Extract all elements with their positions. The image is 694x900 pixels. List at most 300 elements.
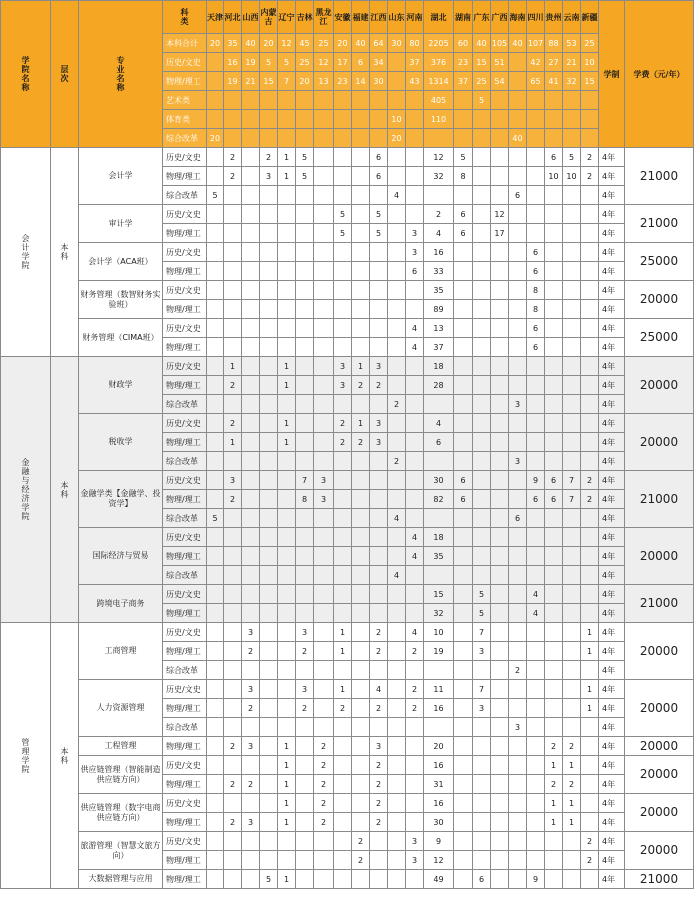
- summary-cell: [207, 53, 224, 72]
- quota-cell: [207, 737, 224, 756]
- summary-cell: [207, 110, 224, 129]
- quota-cell: [260, 794, 278, 813]
- quota-cell: [581, 718, 599, 737]
- quota-cell: [224, 528, 242, 547]
- quota-cell: 3: [242, 813, 260, 832]
- quota-cell: [473, 509, 491, 528]
- quota-cell: [207, 851, 224, 870]
- quota-cell: 8: [527, 300, 545, 319]
- quota-cell: [352, 338, 370, 357]
- quota-cell: [296, 300, 314, 319]
- quota-cell: 2: [224, 775, 242, 794]
- quota-cell: [224, 718, 242, 737]
- subject-type: 物理/理工: [163, 300, 207, 319]
- quota-cell: 6: [527, 243, 545, 262]
- quota-cell: [296, 756, 314, 775]
- quota-cell: [370, 471, 388, 490]
- quota-cell: 6: [370, 167, 388, 186]
- quota-cell: [473, 224, 491, 243]
- quota-cell: [545, 243, 563, 262]
- quota-cell: [278, 547, 296, 566]
- quota-cell: [527, 851, 545, 870]
- quota-cell: 2: [314, 794, 334, 813]
- quota-cell: 2: [352, 851, 370, 870]
- quota-cell: [454, 319, 473, 338]
- quota-cell: [563, 433, 581, 452]
- fee-cell: 20000: [625, 281, 694, 319]
- quota-cell: [388, 547, 406, 566]
- quota-cell: [334, 528, 352, 547]
- quota-cell: [509, 642, 527, 661]
- quota-cell: [473, 414, 491, 433]
- quota-cell: 3: [473, 699, 491, 718]
- province-header: 贵州: [545, 1, 563, 34]
- quota-cell: [334, 566, 352, 585]
- subject-type: 物理/理工: [163, 604, 207, 623]
- summary-cell: [454, 129, 473, 148]
- quota-cell: 10: [563, 167, 581, 186]
- quota-cell: 3: [509, 395, 527, 414]
- quota-cell: 4: [388, 566, 406, 585]
- table-row: [1, 680, 694, 699]
- quota-cell: [314, 338, 334, 357]
- quota-cell: [207, 661, 224, 680]
- quota-cell: [224, 300, 242, 319]
- province-header: 内蒙古: [260, 1, 278, 34]
- quota-cell: [581, 338, 599, 357]
- quota-cell: [388, 471, 406, 490]
- quota-cell: [424, 718, 454, 737]
- quota-cell: 33: [424, 262, 454, 281]
- quota-cell: [334, 509, 352, 528]
- quota-cell: [352, 243, 370, 262]
- quota-cell: 16: [424, 699, 454, 718]
- subject-header: 科类: [163, 1, 207, 34]
- quota-cell: [509, 585, 527, 604]
- fee-cell: 20000: [625, 623, 694, 680]
- quota-cell: [296, 585, 314, 604]
- quota-cell: 2: [296, 699, 314, 718]
- quota-cell: 3: [406, 851, 424, 870]
- summary-cell: [296, 110, 314, 129]
- quota-cell: 2: [370, 642, 388, 661]
- quota-cell: [454, 243, 473, 262]
- quota-cell: [545, 300, 563, 319]
- quota-cell: [224, 566, 242, 585]
- major-name: 大数据管理与应用: [79, 870, 163, 889]
- quota-cell: [581, 813, 599, 832]
- quota-cell: 1: [278, 813, 296, 832]
- quota-cell: 10: [545, 167, 563, 186]
- quota-cell: [314, 870, 334, 889]
- quota-cell: [278, 604, 296, 623]
- summary-cell: [473, 110, 491, 129]
- subject-type: 历史/文史: [163, 243, 207, 262]
- summary-cell: 107: [527, 34, 545, 53]
- quota-cell: [260, 718, 278, 737]
- summary-cell: [563, 110, 581, 129]
- summary-cell: [509, 53, 527, 72]
- summary-cell: [491, 91, 509, 110]
- quota-cell: [491, 623, 509, 642]
- quota-cell: [581, 756, 599, 775]
- summary-cell: [527, 110, 545, 129]
- quota-cell: 2: [370, 775, 388, 794]
- summary-cell: [509, 91, 527, 110]
- quota-cell: [260, 224, 278, 243]
- quota-cell: [260, 661, 278, 680]
- province-header: 江西: [370, 1, 388, 34]
- quota-cell: 4: [527, 604, 545, 623]
- quota-cell: 6: [454, 471, 473, 490]
- summary-cell: 25: [581, 34, 599, 53]
- summary-cell: 105: [491, 34, 509, 53]
- quota-cell: [388, 376, 406, 395]
- duration-cell: 4年: [599, 585, 625, 604]
- quota-cell: 2: [581, 490, 599, 509]
- subject-type: 历史/文史: [163, 528, 207, 547]
- quota-cell: 7: [296, 471, 314, 490]
- quota-cell: [545, 566, 563, 585]
- quota-cell: [224, 224, 242, 243]
- summary-cell: [473, 129, 491, 148]
- quota-cell: 6: [406, 262, 424, 281]
- quota-cell: [424, 186, 454, 205]
- quota-cell: [352, 300, 370, 319]
- quota-cell: 3: [314, 490, 334, 509]
- quota-cell: [352, 167, 370, 186]
- quota-cell: [314, 300, 334, 319]
- quota-cell: [207, 167, 224, 186]
- quota-cell: 2: [296, 642, 314, 661]
- summary-cell: 19: [242, 53, 260, 72]
- quota-cell: 4: [527, 585, 545, 604]
- quota-cell: [352, 262, 370, 281]
- quota-cell: [509, 319, 527, 338]
- quota-cell: [334, 167, 352, 186]
- summary-cell: 37: [454, 72, 473, 91]
- summary-cell: 405: [424, 91, 454, 110]
- quota-cell: [207, 300, 224, 319]
- quota-cell: [563, 604, 581, 623]
- quota-cell: [224, 680, 242, 699]
- quota-cell: [491, 870, 509, 889]
- level-name: 本科: [51, 623, 79, 889]
- summary-cell: [388, 53, 406, 72]
- quota-cell: [370, 851, 388, 870]
- quota-cell: [260, 680, 278, 699]
- quota-cell: 6: [424, 433, 454, 452]
- summary-cell: 32: [563, 72, 581, 91]
- summary-cell: [224, 91, 242, 110]
- quota-cell: [424, 661, 454, 680]
- quota-cell: 8: [296, 490, 314, 509]
- level-name: 本科: [51, 148, 79, 357]
- quota-cell: [491, 357, 509, 376]
- quota-cell: 1: [278, 433, 296, 452]
- quota-cell: 6: [509, 186, 527, 205]
- fee-cell: 20000: [625, 794, 694, 832]
- major-name: 工程管理: [79, 737, 163, 756]
- quota-cell: [406, 794, 424, 813]
- quota-cell: [242, 604, 260, 623]
- quota-cell: [545, 186, 563, 205]
- quota-cell: [388, 604, 406, 623]
- subject-type: 综合改革: [163, 718, 207, 737]
- quota-cell: [370, 452, 388, 471]
- quota-cell: 1: [563, 756, 581, 775]
- quota-cell: [278, 395, 296, 414]
- summary-cell: [260, 129, 278, 148]
- quota-cell: [352, 680, 370, 699]
- duration-cell: 4年: [599, 300, 625, 319]
- quota-cell: [406, 300, 424, 319]
- quota-cell: [454, 528, 473, 547]
- quota-cell: [563, 243, 581, 262]
- quota-cell: 4: [406, 338, 424, 357]
- quota-cell: [314, 680, 334, 699]
- quota-cell: [563, 338, 581, 357]
- quota-cell: 2: [370, 623, 388, 642]
- quota-cell: [352, 813, 370, 832]
- quota-cell: [278, 509, 296, 528]
- quota-cell: [334, 281, 352, 300]
- quota-cell: 2: [581, 148, 599, 167]
- duration-cell: 4年: [599, 775, 625, 794]
- quota-cell: [334, 186, 352, 205]
- quota-cell: [224, 205, 242, 224]
- summary-label: 物理/理工: [163, 72, 207, 91]
- quota-cell: [296, 338, 314, 357]
- quota-cell: 2: [424, 205, 454, 224]
- quota-cell: [388, 737, 406, 756]
- quota-cell: 6: [473, 870, 491, 889]
- quota-cell: [260, 281, 278, 300]
- quota-cell: [545, 699, 563, 718]
- quota-cell: [224, 623, 242, 642]
- quota-cell: [278, 338, 296, 357]
- quota-cell: [454, 509, 473, 528]
- summary-cell: [581, 110, 599, 129]
- quota-cell: [563, 319, 581, 338]
- summary-cell: 42: [527, 53, 545, 72]
- quota-cell: [473, 243, 491, 262]
- quota-cell: [352, 528, 370, 547]
- quota-cell: [473, 357, 491, 376]
- quota-cell: 6: [527, 338, 545, 357]
- quota-cell: 2: [314, 756, 334, 775]
- quota-cell: [207, 243, 224, 262]
- quota-cell: [278, 718, 296, 737]
- quota-cell: [260, 547, 278, 566]
- quota-cell: [509, 680, 527, 699]
- quota-cell: 13: [424, 319, 454, 338]
- quota-cell: 6: [454, 205, 473, 224]
- quota-cell: [296, 205, 314, 224]
- quota-cell: [352, 452, 370, 471]
- summary-cell: 10: [581, 53, 599, 72]
- quota-cell: 8: [454, 167, 473, 186]
- quota-cell: [207, 205, 224, 224]
- quota-cell: [454, 604, 473, 623]
- quota-cell: [278, 490, 296, 509]
- quota-cell: 3: [260, 167, 278, 186]
- quota-cell: [563, 718, 581, 737]
- quota-cell: 1: [278, 357, 296, 376]
- table-row: [1, 357, 694, 376]
- quota-cell: [334, 148, 352, 167]
- quota-cell: [545, 395, 563, 414]
- quota-cell: [334, 338, 352, 357]
- summary-cell: [370, 91, 388, 110]
- quota-cell: [473, 300, 491, 319]
- summary-cell: [454, 91, 473, 110]
- province-header: 湖南: [454, 1, 473, 34]
- quota-cell: [314, 243, 334, 262]
- table-row: [1, 414, 694, 433]
- quota-cell: 2: [224, 737, 242, 756]
- duration-cell: 4年: [599, 737, 625, 756]
- quota-cell: 3: [242, 737, 260, 756]
- summary-label: 本科合计: [163, 34, 207, 53]
- quota-cell: [388, 528, 406, 547]
- quota-cell: [370, 186, 388, 205]
- duration-cell: 4年: [599, 376, 625, 395]
- quota-cell: [207, 338, 224, 357]
- quota-cell: [352, 642, 370, 661]
- quota-cell: [509, 851, 527, 870]
- quota-cell: [224, 262, 242, 281]
- quota-cell: [509, 243, 527, 262]
- summary-cell: 25: [314, 34, 334, 53]
- quota-cell: [406, 813, 424, 832]
- quota-cell: 9: [527, 870, 545, 889]
- quota-cell: [563, 547, 581, 566]
- quota-cell: [509, 623, 527, 642]
- subject-type: 物理/理工: [163, 870, 207, 889]
- quota-cell: [563, 395, 581, 414]
- quota-cell: [352, 281, 370, 300]
- quota-cell: [473, 490, 491, 509]
- province-header: 河南: [406, 1, 424, 34]
- quota-cell: [406, 376, 424, 395]
- quota-cell: [278, 471, 296, 490]
- summary-cell: [224, 129, 242, 148]
- quota-cell: 5: [296, 167, 314, 186]
- subject-type: 物理/理工: [163, 547, 207, 566]
- quota-cell: [454, 737, 473, 756]
- quota-cell: 7: [563, 490, 581, 509]
- quota-cell: [491, 832, 509, 851]
- quota-cell: [545, 680, 563, 699]
- quota-cell: [509, 281, 527, 300]
- duration-header: 学制: [599, 1, 625, 148]
- quota-cell: [563, 357, 581, 376]
- quota-cell: [224, 604, 242, 623]
- quota-cell: [509, 794, 527, 813]
- quota-cell: [260, 699, 278, 718]
- quota-cell: [527, 813, 545, 832]
- quota-cell: 2: [370, 699, 388, 718]
- quota-cell: 2: [314, 775, 334, 794]
- quota-cell: [388, 832, 406, 851]
- quota-cell: 5: [207, 509, 224, 528]
- duration-cell: 4年: [599, 357, 625, 376]
- quota-cell: 3: [370, 414, 388, 433]
- quota-cell: [454, 300, 473, 319]
- quota-cell: [207, 319, 224, 338]
- summary-cell: 51: [491, 53, 509, 72]
- summary-cell: [207, 72, 224, 91]
- quota-cell: [473, 319, 491, 338]
- quota-cell: [454, 623, 473, 642]
- quota-cell: 1: [278, 870, 296, 889]
- summary-cell: [491, 129, 509, 148]
- quota-cell: [278, 623, 296, 642]
- quota-cell: [406, 452, 424, 471]
- quota-cell: [260, 490, 278, 509]
- quota-cell: [207, 566, 224, 585]
- quota-cell: 18: [424, 357, 454, 376]
- quota-cell: [454, 262, 473, 281]
- quota-cell: [352, 604, 370, 623]
- quota-cell: [563, 205, 581, 224]
- duration-cell: 4年: [599, 243, 625, 262]
- quota-cell: [491, 414, 509, 433]
- quota-cell: [207, 471, 224, 490]
- quota-cell: [473, 205, 491, 224]
- quota-cell: [527, 661, 545, 680]
- quota-cell: [224, 319, 242, 338]
- province-header: 黑龙江: [314, 1, 334, 34]
- quota-cell: 1: [581, 623, 599, 642]
- quota-cell: [473, 452, 491, 471]
- quota-cell: 2: [224, 813, 242, 832]
- quota-cell: [260, 243, 278, 262]
- quota-cell: [527, 224, 545, 243]
- quota-cell: [491, 680, 509, 699]
- province-header: 新疆: [581, 1, 599, 34]
- summary-cell: [527, 91, 545, 110]
- quota-cell: [581, 585, 599, 604]
- quota-cell: [278, 851, 296, 870]
- quota-cell: [260, 737, 278, 756]
- summary-cell: [260, 110, 278, 129]
- quota-cell: [473, 281, 491, 300]
- subject-type: 物理/理工: [163, 490, 207, 509]
- duration-cell: 4年: [599, 642, 625, 661]
- quota-cell: [278, 528, 296, 547]
- subject-type: 物理/理工: [163, 262, 207, 281]
- quota-cell: [370, 585, 388, 604]
- quota-cell: [314, 167, 334, 186]
- quota-cell: [527, 547, 545, 566]
- quota-cell: [509, 832, 527, 851]
- summary-cell: [509, 110, 527, 129]
- quota-cell: 3: [334, 376, 352, 395]
- subject-type: 物理/理工: [163, 775, 207, 794]
- quota-cell: [242, 851, 260, 870]
- quota-cell: 3: [242, 680, 260, 699]
- summary-cell: 2205: [424, 34, 454, 53]
- quota-cell: 2: [224, 490, 242, 509]
- quota-cell: [388, 414, 406, 433]
- duration-cell: 4年: [599, 699, 625, 718]
- quota-cell: [278, 262, 296, 281]
- quota-cell: [509, 775, 527, 794]
- summary-cell: 40: [352, 34, 370, 53]
- table-body: [1, 148, 694, 889]
